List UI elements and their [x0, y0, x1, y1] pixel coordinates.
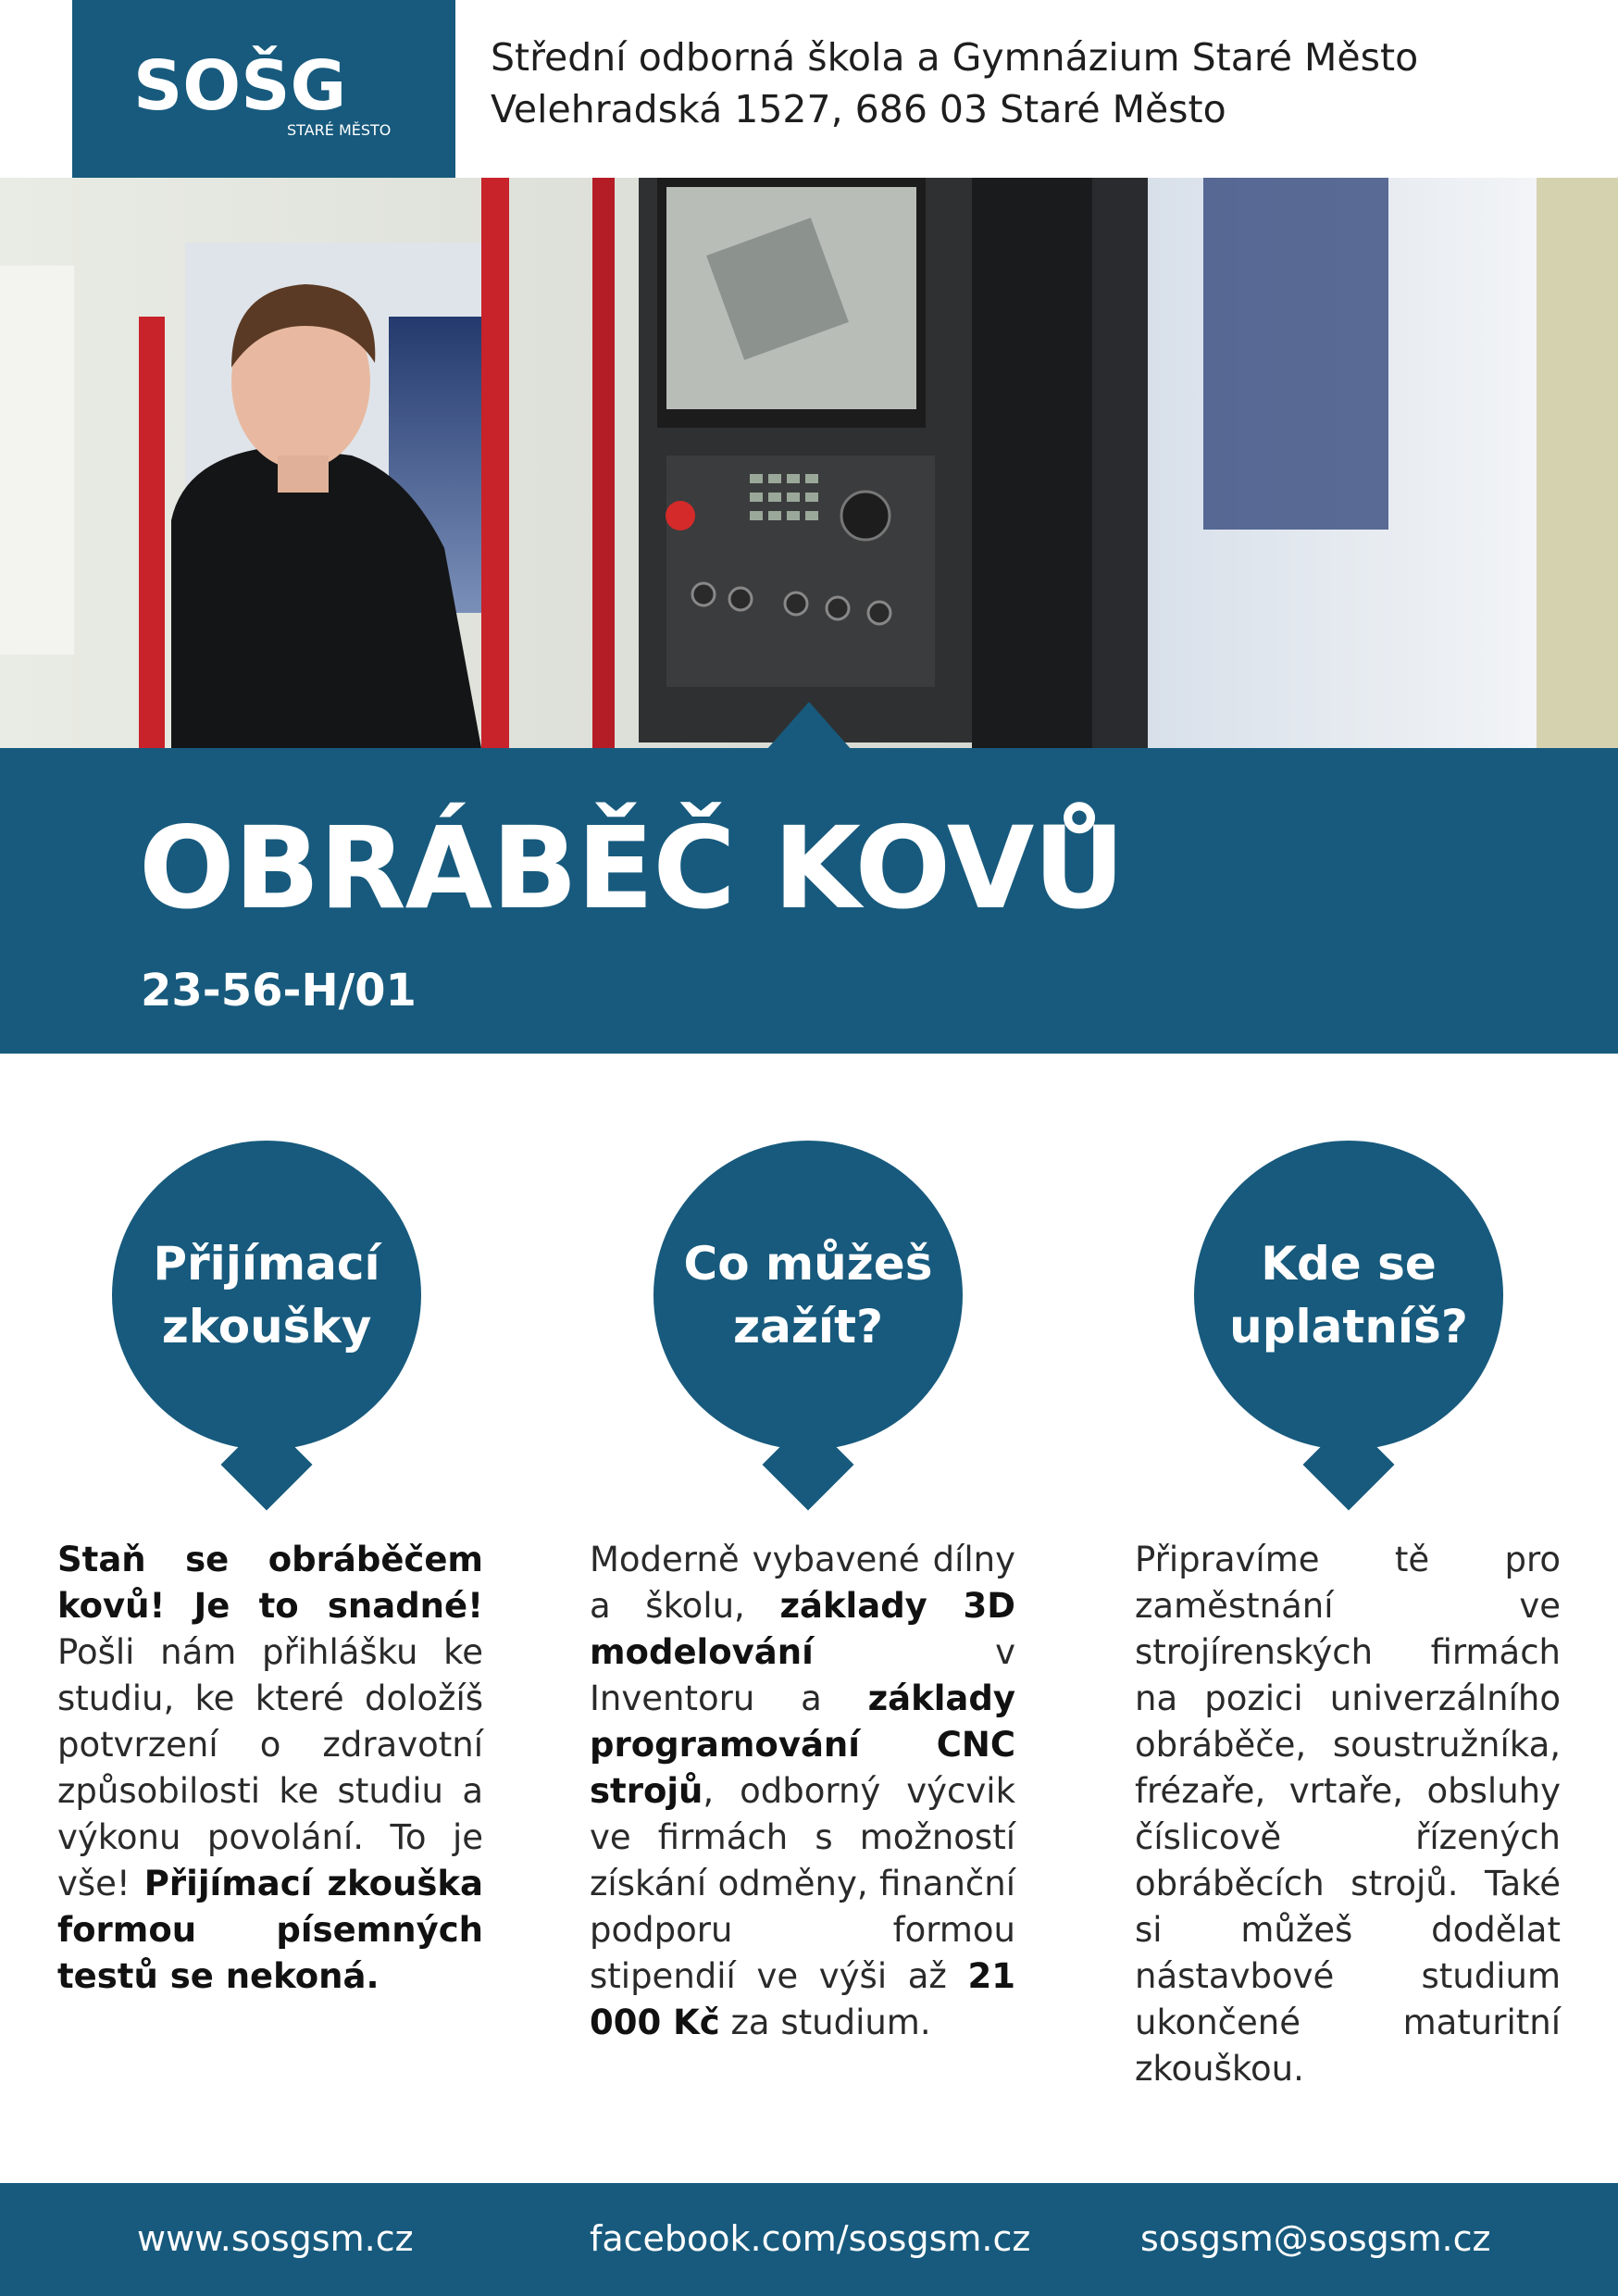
field-code: 23-56-H/01	[141, 965, 417, 1017]
bubble-career-label: Kde se uplatníš?	[1229, 1237, 1468, 1354]
bubble-career	[1194, 1141, 1503, 1450]
school-info	[491, 31, 1418, 135]
email-link[interactable]: sosgsm@sosgsm.cz	[1140, 2218, 1491, 2259]
bubble-admission-label: Přijímací zkoušky	[153, 1237, 380, 1354]
logo-graphic	[72, 0, 455, 178]
text-part: Přijímací zkouška formou písemných testů se nekoná.	[57, 1864, 483, 1996]
text-part: 21 000 Kč	[590, 1956, 1015, 2042]
text-part: Moderně vybavené dílny a školu,	[590, 1540, 1015, 1626]
bubble-experience	[653, 1141, 963, 1450]
experience-text	[590, 1537, 1015, 2046]
hero-photo	[0, 178, 1618, 748]
website-link[interactable]: www.sosgsm.cz	[137, 2218, 414, 2259]
logo-text: SOŠG	[133, 46, 347, 126]
bubble-experience-label: Co můžeš zažít?	[683, 1237, 933, 1354]
text-part: Staň se obráběčem kovů! Je to snadné!	[57, 1540, 483, 1626]
text-part: Připravíme tě pro zaměstnání ve strojírenských firmách na pozici univerzálního obráběče, soustružníka, frézaře, vrtaře, obsluhy číslicově řízených obráběcích strojů. Také si můžeš dodělat nástavbové studium ukončené maturitní zkouškou.	[1135, 1540, 1561, 2089]
school-name: Střední odborná škola a Gymnázium Staré Město	[491, 35, 1419, 80]
text-part: základy 3D modelování	[590, 1586, 1015, 1672]
text-part: za studium.	[719, 2003, 931, 2042]
cnc-machine-photo	[0, 178, 1618, 748]
text-part: Pošli nám přihlášku ke studiu, ke které doložíš potvrzení o zdravotní způsobilosti ke studiu a výkonu povolání. To je vše!	[57, 1632, 483, 1903]
page-title: OBRÁBĚČ KOVŮ	[139, 803, 1125, 934]
text-part: , odborný výcvik ve firmách s možností získání odměny, finanční podporu formou stipendií ve výši až	[590, 1771, 1015, 1996]
facebook-link[interactable]: facebook.com/sosgsm.cz	[590, 2218, 1031, 2259]
logo-subtitle: STARÉ MĚSTO	[287, 121, 392, 139]
text-part: základy programování CNC strojů	[590, 1678, 1015, 1811]
school-address: Velehradská 1527, 686 03 Staré Město	[491, 87, 1226, 131]
admission-text	[57, 1537, 483, 2000]
bubble-admission	[112, 1141, 421, 1450]
career-text	[1135, 1537, 1561, 2092]
school-logo	[72, 0, 455, 178]
title-notch	[766, 702, 852, 750]
footer	[0, 2183, 1618, 2296]
text-part: v Inventoru a	[590, 1632, 1015, 1718]
